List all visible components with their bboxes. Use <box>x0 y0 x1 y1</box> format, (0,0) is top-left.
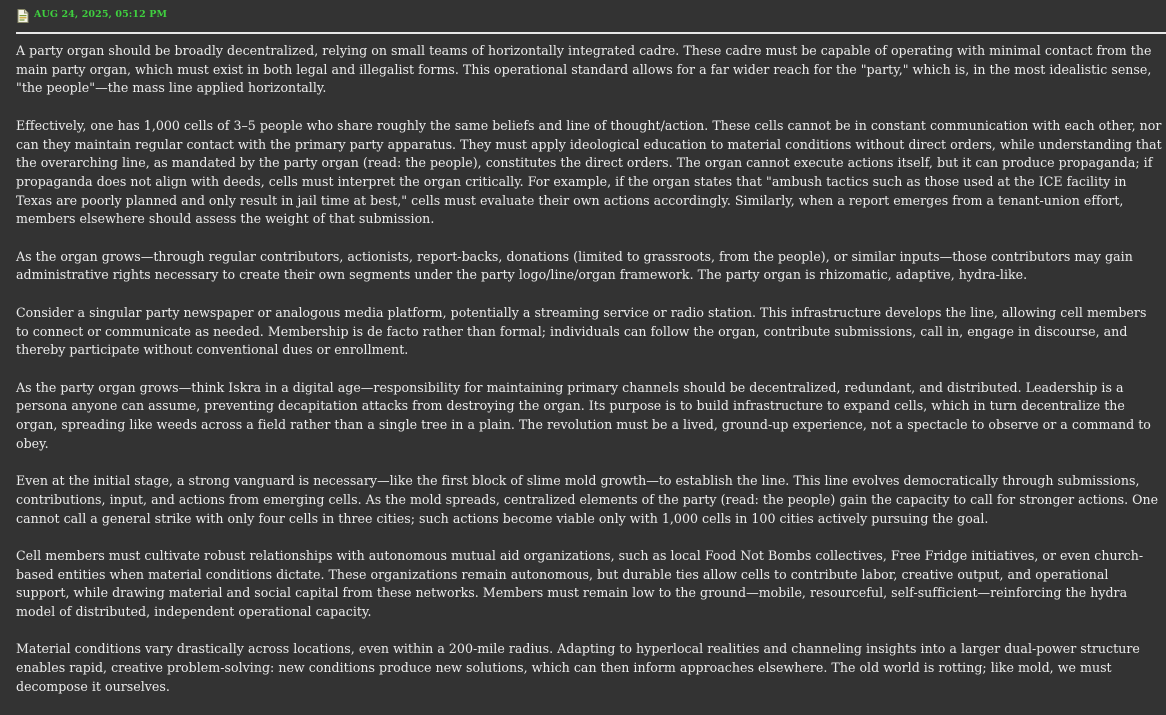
post-paragraph: Effectively, one has 1,000 cells of 3–5 people who share roughly the same beliefs and line of thought/action. These cells cannot be in constant communication with each other, nor can they maintain regular contact with the primary party apparatus. They must apply ideological education to material conditions without direct orders, while understanding that the overarching line, as mandated by the party organ (read: the people), constitutes the direct orders. The organ cannot execute actions itself, but it can produce propaganda; if propaganda does not align with deeds, cells must interpret the organ critically. For example, if the organ states that "ambush tactics such as those used at the ICE facility in Texas are poorly planned and only result in jail time at best," cells must evaluate their own actions accordingly. Similarly, when a report emerges from a tenant-union effort, members elsewhere should assess the weight of that submission. <box>16 117 1162 227</box>
post-paragraph: Even at the initial stage, a strong vanguard is necessary—like the first block of slime mold growth—to establish the line. This line evolves democratically through submissions, contributions, input, and actions from emerging cells. As the mold spreads, centralized elements of the party (read: the people) gain the capacity to call for stronger actions. One cannot call a general strike with only four cells in three cities; such actions become viable only with 1,000 cells in 100 cities actively pursuing the goal. <box>16 473 1159 526</box>
post-paragraph: As the party organ grows—think Iskra in a digital age—responsibility for maintaining primary channels should be decentralized, redundant, and distributed. Leadership is a persona anyone can assume, preventing decapitation attacks from destroying the organ. Its purpose is to build infrastructure to expand cells, which in turn decentralize the organ, spreading like weeds across a field rather than a single tree in a plain. The revolution must be a lived, ground-up experience, not a spectacle to observe or a command to obey. <box>16 379 1151 451</box>
post-paragraph: Consider a singular party newspaper or analogous media platform, potentially a streaming service or radio station. This infrastructure develops the line, allowing cell members to connect or communicate as needed. Membership is de facto rather than formal; individuals can follow the organ, contribute submissions, call in, engage in discourse, and thereby participate without conventional dues or enrollment. <box>16 304 1147 358</box>
post-paragraph: Cell members must cultivate robust relationships with autonomous mutual aid organizations, such as local Food Not Bombs collectives, Free Fridge initiatives, or even church-based entities when material conditions dictate. These organizations remain autonomous, but durable ties allow cells to contribute labor, creative output, and operational support, while drawing material and social capital from these networks. Members must remain low to the ground—mobile, resourceful, self-sufficient—reinforcing the hydra model of distributed, independent operational capacity. <box>16 547 1144 619</box>
post-header <box>0 0 1166 31</box>
post-timestamp: AUG 24, 2025, 05:12 PM <box>34 9 168 20</box>
header-divider <box>16 32 1166 34</box>
post-body <box>16 42 1162 715</box>
post-paragraph: A party organ should be broadly decentralized, relying on small teams of horizontally integrated cadre. These cadre must be capable of operating with minimal contact from the main party organ, which must exist in both legal and illegalist forms. This operational standard allows for a far wider reach for the "party," which is, in the most idealistic sense, "the people"—the mass line applied horizontally. <box>16 43 1152 96</box>
post-paragraph: Material conditions vary drastically across locations, even within a 200-mile radius. Adapting to hyperlocal realities and channeling insights into a larger dual-power structure enables rapid, creative problem-solving: new conditions produce new solutions, which can then inform approaches elsewhere. The old world is rotting; like mold, we must decompose it ourselves. <box>16 641 1140 694</box>
post-paragraph: As the organ grows—through regular contributors, actionists, report-backs, donations (limited to grassroots, from the people), or similar inputs—those contributors may gain administrative rights necessary to create their own segments under the party logo/line/organ framework. The party organ is rhizomatic, adaptive, hydra-like. <box>16 248 1133 283</box>
document-icon[interactable] <box>17 8 29 22</box>
